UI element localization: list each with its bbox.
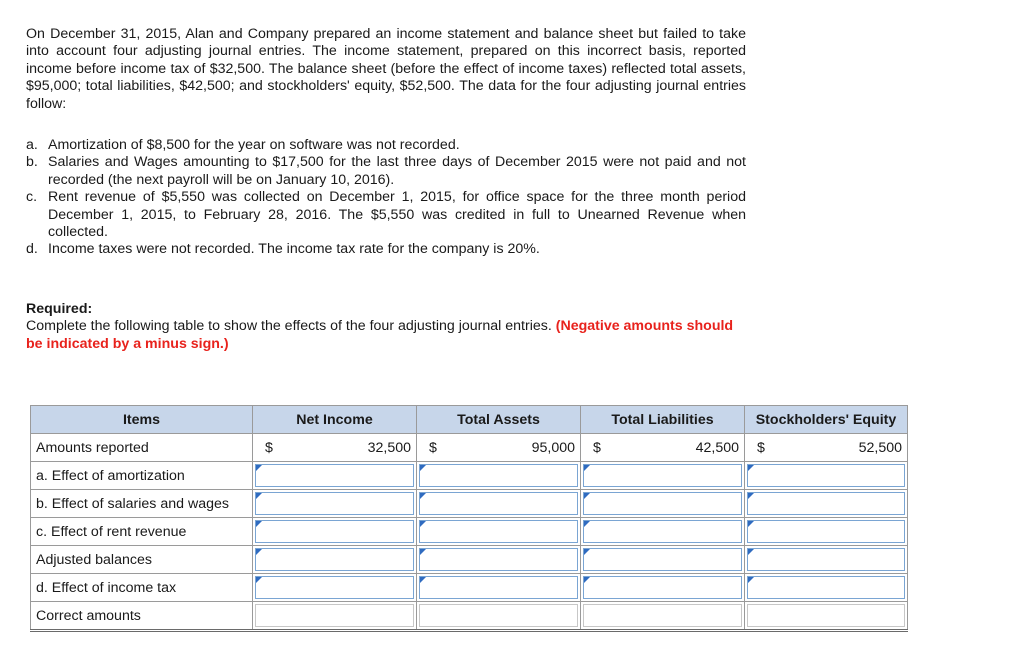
stockholders-equity-input[interactable]	[747, 576, 905, 599]
entry-marker: b.	[26, 154, 38, 171]
row-label: Amounts reported	[31, 434, 253, 462]
total-assets-input-cell	[417, 462, 581, 490]
total-liabilities-input[interactable]	[583, 576, 742, 599]
row-label: Correct amounts	[31, 602, 253, 631]
currency-symbol: $	[593, 440, 601, 456]
total-liabilities-input[interactable]	[583, 464, 742, 487]
total-liabilities-input-cell	[581, 462, 745, 490]
table-row-correct-amounts	[31, 602, 908, 631]
total-assets-input-cell	[417, 546, 581, 574]
stockholders-equity-input-cell	[745, 518, 908, 546]
header-items: Items	[31, 406, 253, 434]
stockholders-equity-input[interactable]	[747, 492, 905, 515]
header-net-income: Net Income	[253, 406, 417, 434]
stockholders-equity-input[interactable]	[747, 548, 905, 571]
entry-marker: c.	[26, 189, 38, 206]
entry-marker: a.	[26, 137, 38, 154]
intro-paragraph: On December 31, 2015, Alan and Company prepared an income statement and balance sheet but failed to take into account four adjusting journal entries. The income statement, prepared on this incorrect basis, reported income before income tax of $32,500. The balance sheet (before the effect of income taxes) reflected total assets, $95,000; total liabilities, $42,500; and stockholders' equity, $52,500. The data for the four adjusting journal entries follow:	[26, 26, 746, 112]
total-liabilities-input-cell	[581, 574, 745, 602]
value: 42,500	[695, 440, 739, 456]
entry-marker: d.	[26, 241, 38, 258]
required-heading: Required:	[26, 300, 93, 317]
net-income-input-cell	[253, 518, 417, 546]
header-total-assets: Total Assets	[417, 406, 581, 434]
value: 95,000	[531, 440, 575, 456]
entries-list	[26, 137, 746, 259]
total-liabilities-input[interactable]	[583, 492, 742, 515]
table-row-effect-salaries	[31, 490, 908, 518]
value: 52,500	[858, 440, 902, 456]
net-income-input[interactable]	[255, 548, 414, 571]
currency-symbol: $	[265, 440, 273, 456]
total-assets-input[interactable]	[419, 520, 578, 543]
row-label: c. Effect of rent revenue	[31, 518, 253, 546]
table-row-effect-amortization	[31, 462, 908, 490]
required-text: Complete the following table to show the effects of the four adjusting journal entries.	[26, 318, 552, 335]
total-assets-input[interactable]	[419, 576, 578, 599]
total-assets-input-cell	[417, 602, 581, 631]
total-assets-input-cell	[417, 490, 581, 518]
entry-item	[26, 189, 746, 241]
net-income-input[interactable]	[255, 464, 414, 487]
effects-table	[30, 405, 908, 632]
required-instruction	[26, 318, 746, 353]
net-income-input-cell	[253, 490, 417, 518]
header-stockholders-equity: Stockholders' Equity	[745, 406, 908, 434]
stockholders-equity-input-cell	[745, 574, 908, 602]
header-total-liabilities: Total Liabilities	[581, 406, 745, 434]
table-row-amounts-reported	[31, 434, 908, 462]
total-liabilities-input[interactable]	[583, 548, 742, 571]
net-income-input[interactable]	[255, 604, 414, 627]
row-label: Adjusted balances	[31, 546, 253, 574]
total-liabilities-input[interactable]	[583, 604, 742, 627]
table-row-effect-income-tax	[31, 574, 908, 602]
table-row-effect-rent	[31, 518, 908, 546]
entry-text: Income taxes were not recorded. The income tax rate for the company is 20%.	[48, 241, 540, 258]
total-liabilities-input-cell	[581, 602, 745, 631]
total-liabilities-input[interactable]	[583, 520, 742, 543]
net-income-input[interactable]	[255, 576, 414, 599]
entry-item	[26, 241, 746, 258]
entry-text: Rent revenue of $5,550 was collected on December 1, 2015, for office space for the three month period December 1, 2015, to February 28, 2016. The $5,550 was credited in full to Unearned Revenue when collected.	[48, 189, 746, 241]
net-income-input[interactable]	[255, 520, 414, 543]
total-assets-input[interactable]	[419, 492, 578, 515]
entry-text: Amortization of $8,500 for the year on software was not recorded.	[48, 137, 460, 154]
row-label: a. Effect of amortization	[31, 462, 253, 490]
required-note: (Negative amounts should be indicated by a minus sign.)	[26, 318, 734, 352]
total-assets-input[interactable]	[419, 548, 578, 571]
stockholders-equity-input[interactable]	[747, 604, 905, 627]
row-label: d. Effect of income tax	[31, 574, 253, 602]
stockholders-equity-input[interactable]	[747, 520, 905, 543]
required-section	[26, 301, 746, 353]
total-liabilities-input-cell	[581, 518, 745, 546]
net-income-input[interactable]	[255, 492, 414, 515]
total-assets-input-cell	[417, 518, 581, 546]
reported-total-liabilities	[581, 434, 745, 462]
entry-item	[26, 137, 746, 154]
reported-net-income	[253, 434, 417, 462]
stockholders-equity-input[interactable]	[747, 464, 905, 487]
entry-item	[26, 154, 746, 189]
problem-text	[26, 26, 746, 353]
value: 32,500	[367, 440, 411, 456]
currency-symbol: $	[429, 440, 437, 456]
row-label: b. Effect of salaries and wages	[31, 490, 253, 518]
net-income-input-cell	[253, 574, 417, 602]
stockholders-equity-input-cell	[745, 602, 908, 631]
total-assets-input[interactable]	[419, 464, 578, 487]
net-income-input-cell	[253, 546, 417, 574]
currency-symbol: $	[757, 440, 765, 456]
table-header-row	[31, 406, 908, 434]
table-row-adjusted-balances	[31, 546, 908, 574]
entry-text: Salaries and Wages amounting to $17,500 for the last three days of December 2015 were not paid and not recorded (the next payroll will be on January 10, 2016).	[48, 154, 746, 188]
total-assets-input[interactable]	[419, 604, 578, 627]
net-income-input-cell	[253, 602, 417, 631]
net-income-input-cell	[253, 462, 417, 490]
stockholders-equity-input-cell	[745, 462, 908, 490]
total-liabilities-input-cell	[581, 490, 745, 518]
reported-total-assets	[417, 434, 581, 462]
total-liabilities-input-cell	[581, 546, 745, 574]
stockholders-equity-input-cell	[745, 490, 908, 518]
total-assets-input-cell	[417, 574, 581, 602]
stockholders-equity-input-cell	[745, 546, 908, 574]
reported-stockholders-equity	[745, 434, 908, 462]
